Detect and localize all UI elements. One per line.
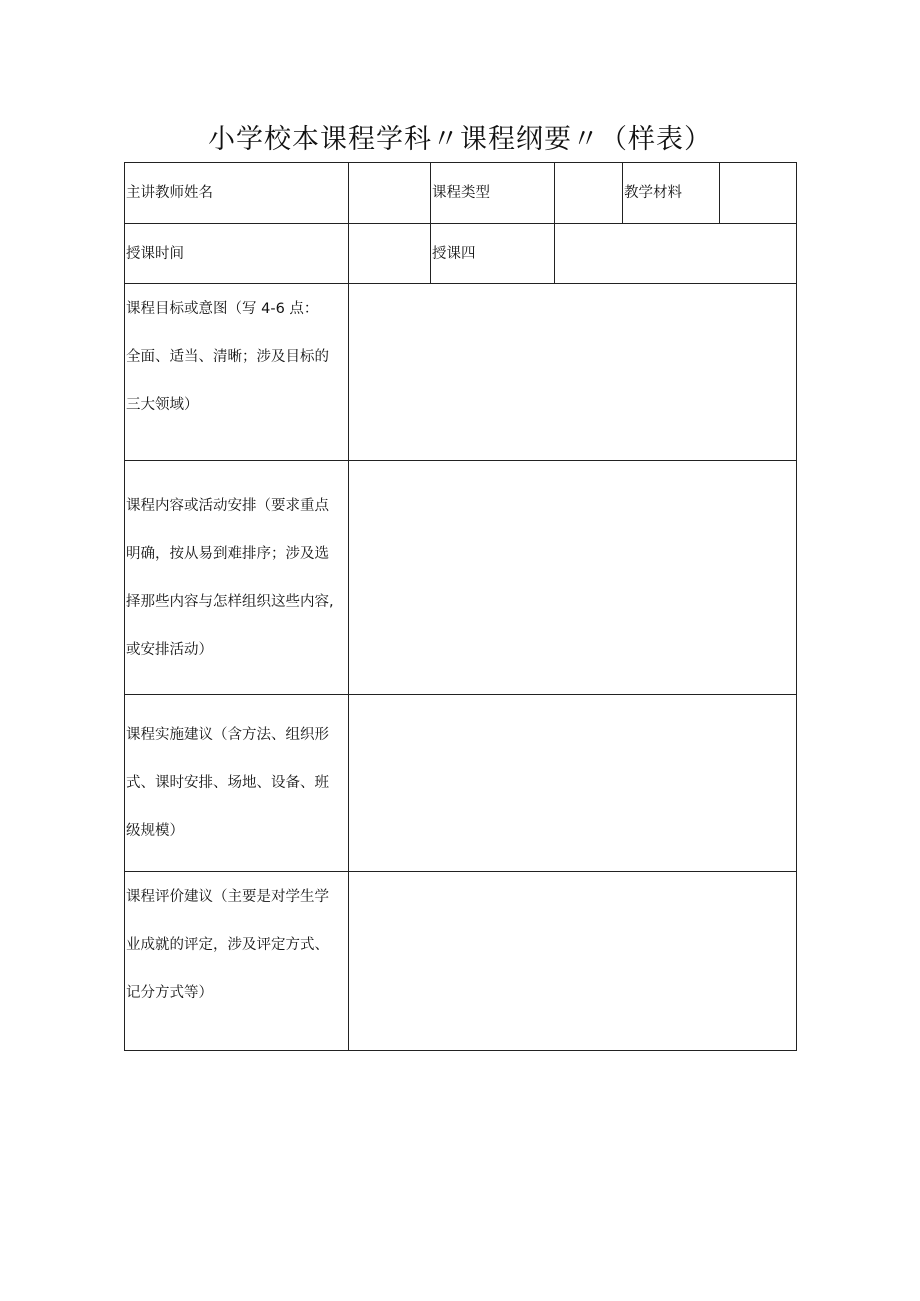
course-content-label-line: 择那些内容与怎样组织这些内容, (126, 593, 334, 610)
course-goals-label (125, 284, 349, 461)
form-row-goals (125, 284, 797, 461)
implementation-label (125, 695, 349, 872)
evaluation-field[interactable] (349, 872, 797, 1051)
course-content-label-line: 课程内容或活动安排（要求重点 (126, 497, 329, 514)
implementation-field[interactable] (349, 695, 797, 872)
course-goals-label-line: 三大领域） (126, 397, 199, 413)
implementation-label-line: 课程实施建议（含方法、组织形 (126, 727, 329, 743)
course-content-label-line: 明确，按从易到难排序；涉及选 (126, 545, 329, 562)
teaching-time-label: 授课时间 (125, 224, 349, 284)
evaluation-label (125, 872, 349, 1051)
course-goals-field[interactable] (349, 284, 797, 461)
form-row-implementation (125, 695, 797, 872)
implementation-label-line: 级规模） (126, 823, 184, 839)
evaluation-label-line: 业成就的评定，涉及评定方式、 (126, 937, 329, 953)
teaching-target-label: 授课四 (431, 224, 555, 284)
teaching-time-field[interactable] (349, 224, 431, 284)
teaching-target-field[interactable] (555, 224, 797, 284)
form-row-teacher (125, 163, 797, 224)
teaching-materials-label: 教学材料 (623, 163, 720, 224)
form-row-time (125, 224, 797, 284)
evaluation-label-line: 课程评价建议（主要是对学生学 (126, 889, 329, 905)
course-goals-label-line: 课程目标或意图（写 4-6 点： (126, 301, 319, 317)
form-row-evaluation (125, 872, 797, 1051)
course-content-label (125, 461, 349, 695)
teaching-materials-field[interactable] (720, 163, 797, 224)
course-content-field[interactable] (349, 461, 797, 695)
teacher-name-field[interactable] (349, 163, 431, 224)
course-type-label: 课程类型 (431, 163, 555, 224)
form-row-content (125, 461, 797, 695)
course-outline-form (124, 162, 797, 1051)
evaluation-label-line: 记分方式等） (126, 985, 213, 1001)
implementation-label-line: 式、课时安排、场地、设备、班 (126, 775, 329, 791)
course-type-field[interactable] (555, 163, 623, 224)
course-content-label-line: 或安排活动） (126, 641, 213, 658)
page-title: 小学校本课程学科〃课程纲要〃（样表） (208, 124, 712, 155)
course-goals-label-line: 全面、适当、清晰；涉及目标的 (126, 349, 329, 365)
teacher-name-label: 主讲教师姓名 (125, 163, 349, 224)
